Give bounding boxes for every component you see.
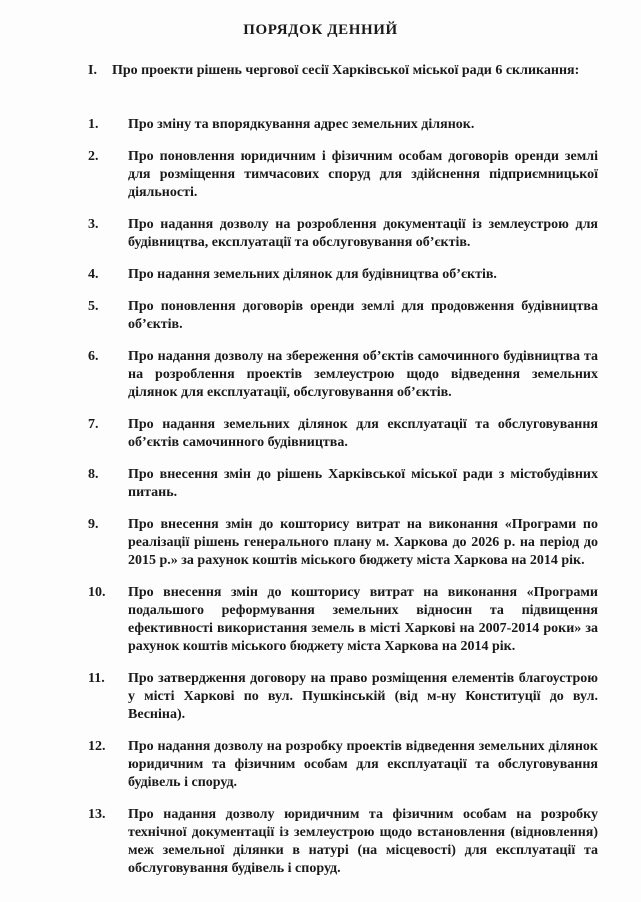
- agenda-item-text: Про зміну та впорядкування адрес земельних ділянок.: [128, 117, 475, 132]
- agenda-item-text: Про поновлення юридичним і фізичним особам договорів оренди землі для розміщення тимчасових споруд для здійснення підприємницької діяльності.: [128, 149, 598, 200]
- agenda-item-number: 6.: [88, 349, 99, 364]
- agenda-item-text: Про затвердження договору на право розміщення елементів благоустрою у місті Харкові по вул. Пушкінській (від м-ну Конституції до вул. Весніна).: [128, 671, 598, 722]
- agenda-item-number: 5.: [88, 299, 99, 314]
- agenda-item-7: [88, 416, 598, 452]
- page-title: ПОРЯДОК ДЕННИЙ: [243, 22, 398, 38]
- agenda-item-number: 8.: [88, 467, 99, 482]
- agenda-item-6: [88, 348, 598, 402]
- section-number: I.: [88, 63, 97, 78]
- agenda-item-text: Про поновлення договорів оренди землі для продовження будівництва об’єктів.: [128, 299, 598, 332]
- agenda-item-text: Про надання земельних ділянок для експлуатації та обслуговування об’єктів самочинного будівництва.: [128, 417, 598, 450]
- agenda-item-text: Про надання дозволу на збереження об’єктів самочинного будівництва та на розроблення проектів землеустрою щодо відведення земельних ділянок для експлуатації, обслуговування об’єктів.: [128, 349, 598, 400]
- agenda-item-text: Про надання земельних ділянок для будівництва об’єктів.: [128, 267, 497, 282]
- agenda-item-12: [88, 738, 598, 792]
- agenda-item-text: Про надання дозволу на розроблення документації із землеустрою для будівництва, експлуатації та обслуговування об’єктів.: [128, 217, 598, 250]
- agenda-item-number: 11.: [88, 671, 105, 686]
- agenda-list: [88, 116, 598, 892]
- agenda-item-9: [88, 516, 598, 570]
- agenda-item-number: 7.: [88, 417, 99, 432]
- agenda-item-text: Про внесення змін до рішень Харківської міської ради з містобудівних питань.: [128, 467, 598, 500]
- agenda-item-text: Про внесення змін до кошторису витрат на виконання «Програми по реалізації рішень генерального плану м. Харкова до 2026 р. на період до 2015 р.» за рахунок коштів міського бюджету міста Харкова на 2014 рік.: [128, 517, 598, 568]
- agenda-item-text: Про надання дозволу юридичним та фізичним особам на розробку технічної документації із землеустрою щодо встановлення (відновлення) меж земельної ділянки в натурі (на місцевості) для експлуатації та обслуговування будівель і споруд.: [128, 807, 598, 876]
- agenda-item-3: [88, 216, 598, 252]
- section-heading: [88, 62, 596, 80]
- agenda-item-text: Про внесення змін до кошторису витрат на виконання «Програми подальшого реформування земельних відносин та підвищення ефективності використання земель в місті Харкові на 2007-2014 роки» за рахунок коштів міського бюджету міста Харкова на 2014 рік.: [128, 585, 598, 654]
- agenda-item-number: 9.: [88, 517, 99, 532]
- agenda-item-1: [88, 116, 598, 134]
- section-text: Про проекти рішень чергової сесії Харківської міської ради 6 скликання:: [112, 63, 580, 78]
- agenda-item-10: [88, 584, 598, 656]
- agenda-item-number: 13.: [88, 807, 106, 822]
- agenda-item-2: [88, 148, 598, 202]
- agenda-item-number: 12.: [88, 739, 106, 754]
- agenda-item-5: [88, 298, 598, 334]
- agenda-item-number: 1.: [88, 117, 99, 132]
- agenda-item-number: 10.: [88, 585, 106, 600]
- agenda-item-text: Про надання дозволу на розробку проектів відведення земельних ділянок юридичним та фізичним особам для експлуатації та обслуговування будівель і споруд.: [128, 739, 598, 790]
- agenda-item-number: 4.: [88, 267, 99, 282]
- agenda-item-11: [88, 670, 598, 724]
- agenda-item-8: [88, 466, 598, 502]
- agenda-item-number: 2.: [88, 149, 99, 164]
- agenda-item-4: [88, 266, 598, 284]
- agenda-item-number: 3.: [88, 217, 99, 232]
- agenda-item-13: [88, 806, 598, 878]
